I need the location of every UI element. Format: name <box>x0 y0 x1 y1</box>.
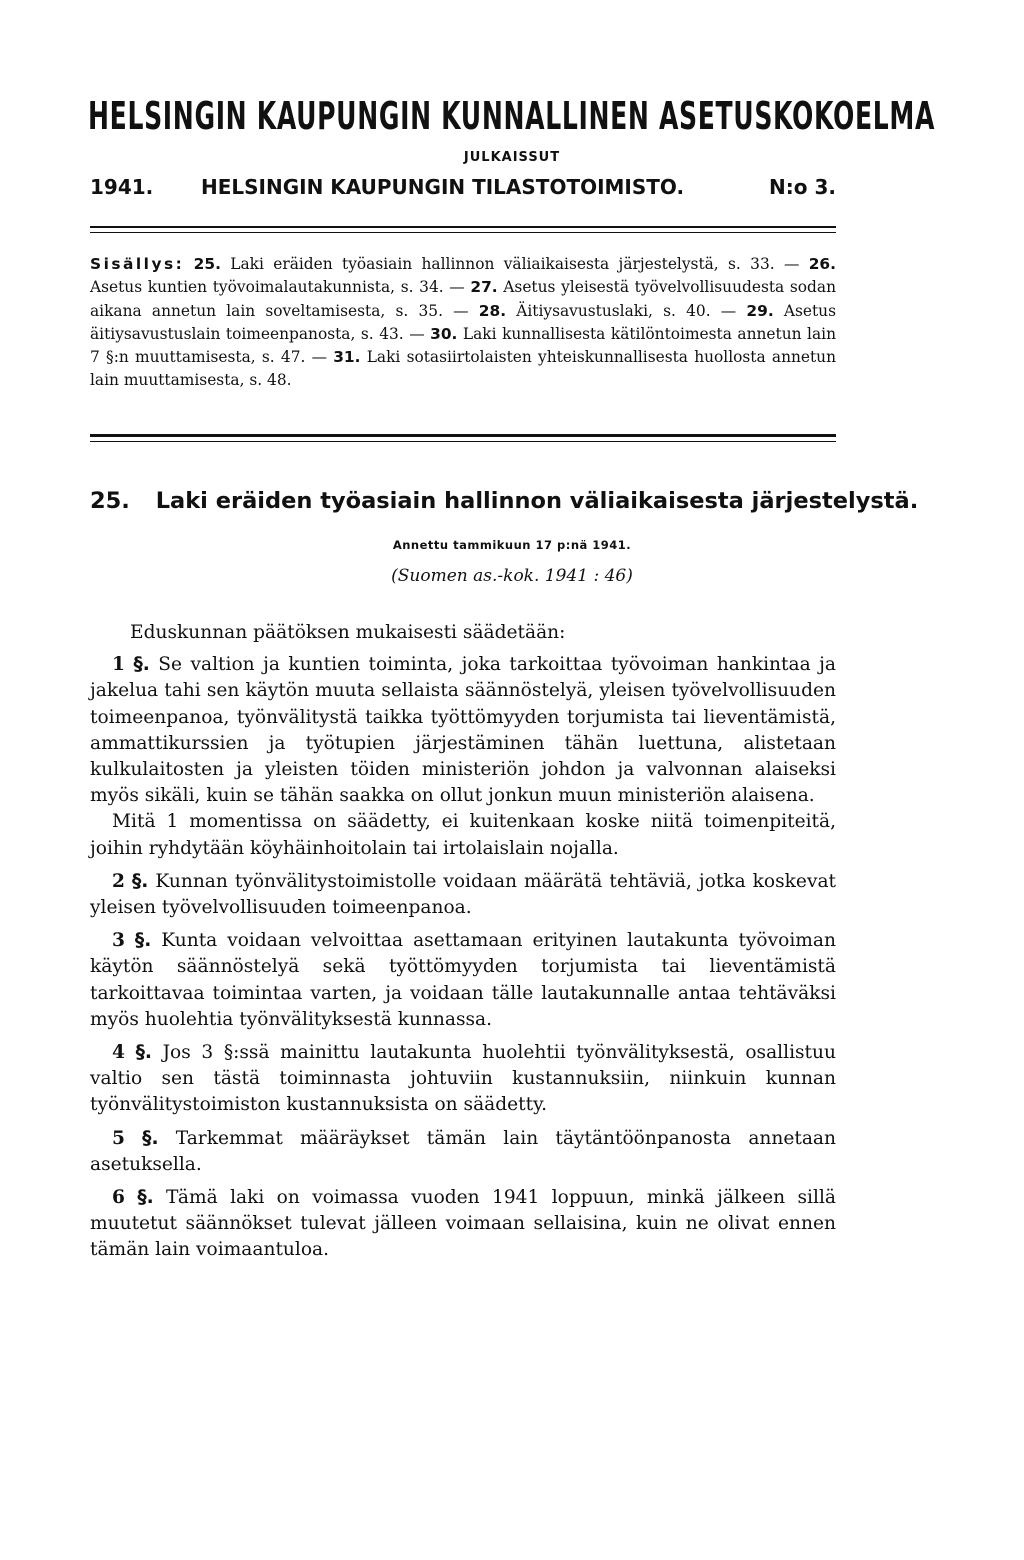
table-of-contents <box>90 253 836 393</box>
contents-entry-text: Laki kunnallisesta kätilöntoimesta annetun lain 7 §:n muuttamisesta, s. 47. — <box>90 324 836 367</box>
section-text: Tarkemmat määräykset tämän lain täytäntöönpanosta annetaan asetuksella. <box>90 1127 836 1175</box>
section-symbol: §. <box>142 1127 159 1149</box>
section-5 <box>90 1126 836 1178</box>
contents-entry <box>479 302 747 320</box>
section-text: Kunnan työnvälitystoimistolle voidaan määrätä tehtäviä, jotka koskevat yleisen työvelvollisuuden toimeenpanoa. <box>90 870 837 919</box>
publication-row <box>90 175 836 209</box>
contents-entry-number: 31. <box>333 348 361 367</box>
contents-entry-number: 28. <box>478 301 507 320</box>
section-number: 6 <box>112 1187 125 1209</box>
law-heading <box>90 488 919 514</box>
section-6 <box>90 1185 836 1264</box>
contents-entry-text: Äitiysavustuslaki, s. 40. — <box>506 301 747 320</box>
section-2 <box>90 869 836 921</box>
contents-divider <box>90 434 836 437</box>
section-symbol: §. <box>137 1187 154 1209</box>
publisher: HELSINGIN KAUPUNGIN TILASTOTOIMISTO. <box>201 175 685 199</box>
issue-number: N:o 3. <box>769 175 836 199</box>
contents-entry-number: 29. <box>746 301 774 320</box>
section-number: 3 <box>112 930 125 952</box>
contents-entry-number: 26. <box>808 255 836 273</box>
section-symbol: §. <box>134 930 152 952</box>
section-text: Mitä 1 momentissa on säädetty, ei kuitenkaan koske niitä toimenpiteitä, joihin ryhdytään köyhäinhoitolain tai irtolaislain nojalla. <box>90 811 836 859</box>
header-divider <box>90 226 836 228</box>
section-text: Se valtion ja kuntien toiminta, joka tarkoittaa työvoiman hankintaa ja jakelua tahi sen käytön muuta sellaista säännöstelyä, yleisen työvelvollisuuden toimeenpanoa, työnvälitystä taikka työttömyyden torjumista tai lieventämistä, ammattikurssien ja työtupien järjestäminen tähän luettuna, alistetaan kulkulaitosten ja yleisten töiden ministeriön johdon ja valvonnan alaiseksi myös sikäli, kuin se tähän saakka on ollut jonkun muun ministeriön alaisena. <box>90 654 837 807</box>
enactment-date: Annettu tammikuun 17 p:nä 1941. <box>392 538 632 552</box>
section-symbol: §. <box>131 870 149 892</box>
section-number: 4 <box>112 1042 125 1064</box>
preamble: Eduskunnan päätöksen mukaisesti säädetään: <box>130 622 566 643</box>
law-body <box>90 620 836 1264</box>
source-reference: (Suomen as.-kok. 1941 : 46) <box>391 566 633 586</box>
section-number: 1 <box>112 654 125 676</box>
section-3 <box>90 928 836 1033</box>
law-title: Laki eräiden työasiain hallinnon väliaikaisesta järjestelystä. <box>155 488 919 514</box>
contents-entry-number: 25. <box>193 255 221 273</box>
contents-entry-text: Asetus kuntien työvoimalautakunnista, s. 34. — <box>90 278 471 297</box>
contents-entry-text: Asetus äitiysavustuslain toimeenpanosta, s. 43. — <box>90 301 836 343</box>
masthead-title: HELSINGIN KAUPUNGIN KUNNALLINEN ASETUSKOKOELMA <box>88 94 936 138</box>
section-text: Kunta voidaan velvoittaa asettamaan erityinen lautakunta työvoiman käytön säännöstelyä sekä työttömyyden torjumista tai lieventämistä tarkoittavaa toimintaa varten, ja voidaan tälle lautakunnalle antaa tehtäväksi myös huolehtia työnvälityksestä kunnassa. <box>90 930 836 1030</box>
section-1-paragraph-2 <box>90 809 836 861</box>
contents-entry <box>194 255 809 273</box>
section-text: Tämä laki on voimassa vuoden 1941 loppuun, minkä jälkeen sillä muutetut säännökset tulevat jälleen voimaan sellaisina, kuin ne olivat ennen tämän lain voimaantuloa. <box>90 1187 836 1261</box>
section-number: 5 <box>112 1127 125 1149</box>
contents-entry-number: 27. <box>470 278 498 297</box>
contents-entry-number: 30. <box>430 324 458 343</box>
section-text: Jos 3 §:ssä mainittu lautakunta huolehtii työnvälityksestä, osallistuu valtio sen tästä toiminnasta johtuviin kustannuksiin, niinkuin kunnan työnvälitystoimiston kustannuksista on säädetty. <box>90 1042 836 1116</box>
contents-divider-thin <box>90 441 836 442</box>
section-symbol: §. <box>135 1042 152 1064</box>
section-4 <box>90 1040 836 1119</box>
contents-entry-text: Asetus yleisestä työvelvollisuudesta sodan aikana annetun lain soveltamisesta, s. 35. — <box>90 278 836 320</box>
publication-year: 1941. <box>90 175 154 199</box>
section-1 <box>90 652 836 809</box>
contents-entry-text: Laki eräiden työasiain hallinnon väliaikaisesta järjestelystä, s. 33. — <box>220 255 809 273</box>
section-symbol: §. <box>133 654 150 676</box>
contents-entry-text: Laki sotasiirtolaisten yhteiskunnallisesta huollosta annetun lain muuttamisesta, s. 48. <box>90 348 837 390</box>
contents-label: Sisällys: <box>90 255 185 273</box>
header-divider-thin <box>90 232 836 233</box>
law-number: 25. <box>90 488 130 514</box>
masthead-subtitle: JULKAISSUT <box>463 150 561 165</box>
section-number: 2 <box>112 870 125 892</box>
